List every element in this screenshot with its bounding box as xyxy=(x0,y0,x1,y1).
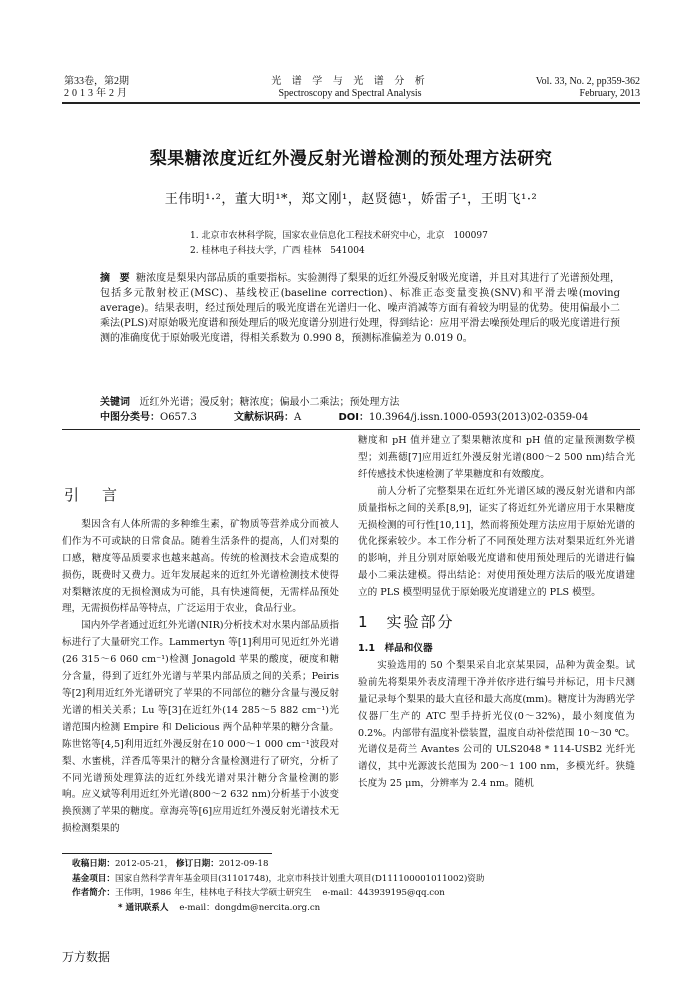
doc-code-value: A xyxy=(294,412,302,423)
doi-value: 10.3964/j.issn.1000-0593(2013)02-0359-04 xyxy=(368,412,589,423)
header-rule xyxy=(62,102,640,104)
bio-email: e-mail：443939195@qq.con xyxy=(322,888,445,898)
cls-label: 中图分类号： xyxy=(100,412,160,423)
footnote-bio xyxy=(72,886,484,901)
intro-heading: 引 言 xyxy=(64,486,122,504)
abstract-rule xyxy=(62,429,640,430)
abstract-label: 摘 要 xyxy=(100,273,133,284)
header-volume-en xyxy=(536,76,640,100)
header-journal xyxy=(190,76,510,100)
footnote-dates xyxy=(72,857,484,872)
watermark-text: 万方数据 xyxy=(62,950,111,964)
bio-text: 王伟明，1986 年生，桂林电子科技大学硕士研究生 xyxy=(114,888,312,898)
corresponding-email: e-mail：dongdm@nercita.org.cn xyxy=(179,902,321,913)
intro-paragraph-1: 梨因含有人体所需的多种维生素，矿物质等营养成分而被人们作为不可或缺的日常食品。随着生活条件的提高，人们对梨的口感，糖度等品质要求也越来越高。传统的检测技术会造成梨的损伤，既费时又费力。近年发展起来的近红外光谱检测技术使得对梨糖浓度的无损检测成为可能，具有快速简便，无需样品预处理，无需损伤样品等特点，广泛运用于农业，食品行业。 xyxy=(62,518,339,615)
keywords-text: 近红外光谱；漫反射；糖浓度；偏最小二乘法；预处理方法 xyxy=(139,397,400,408)
keywords-label: 关键词 xyxy=(100,397,130,408)
doc-code-label: 文献标识码： xyxy=(234,412,295,423)
accepted-label: 修订日期： xyxy=(175,859,219,869)
header-date-cn: 2013年2月 xyxy=(64,88,130,99)
received-label: 收稿日期： xyxy=(72,859,115,869)
journal-name-en: Spectroscopy and Spectral Analysis xyxy=(278,88,422,99)
footnote-rule xyxy=(62,853,272,854)
cls-value: O657.3 xyxy=(160,412,197,423)
classification-line xyxy=(100,410,640,425)
bio-label: 作者简介： xyxy=(72,888,115,898)
affiliation-2: 2. 桂林电子科技大学，广西 桂林 541004 xyxy=(190,246,365,256)
footnote xyxy=(72,857,484,915)
header-vol-en: Vol. 33, No. 2, pp359-362 xyxy=(535,76,640,87)
footnote-corresponding xyxy=(72,901,484,916)
doi-label: DOI： xyxy=(338,412,369,423)
fund-text: 国家自然科学青年基金项目(31101748)，北京市科技计划重大项目(D111100001011002)资助 xyxy=(114,873,485,884)
fund-label: 基金项目： xyxy=(72,873,115,884)
abstract-text: 糖浓度是梨果内部品质的重要指标。实验测得了梨果的近红外漫反射吸光度谱，并且对其进行了光谱预处理，包括多元散射校正(MSC)、基线校正(baseline correction)、标准正态变量变换(SNV)和平滑去噪(moving average)。结果表明，经过预处理后的吸光度谱在光谱归一化、噪声消减等方面有着较为明显的优势。使用偏最小二乘法(PLS)对原始吸光度谱和预处理后的吸光度谱分别进行处理，得到结论：应用平滑去噪预处理后的吸光度谱进行预测的准确度优于原始吸光度谱，得相关系数为 0.990 8，预测标准偏差为 0.019 0。 xyxy=(100,273,621,344)
left-column xyxy=(62,487,339,838)
abstract xyxy=(100,271,620,346)
footnote-fund xyxy=(72,872,484,887)
header-vol-cn: 第33卷，第2期 xyxy=(64,76,129,87)
header-date-en: February, 2013 xyxy=(579,88,640,99)
received-date: 2012-05-21， xyxy=(114,859,174,869)
author-list: 王伟明¹·²，董大明¹*，郑文刚¹，赵贤德¹，娇雷子¹，王明飞¹·² xyxy=(164,192,538,207)
accepted-date: 2012-09-18 xyxy=(218,859,269,869)
affiliations xyxy=(190,229,488,259)
affiliation-1: 1. 北京市农林科学院，国家农业信息化工程技术研究中心，北京 100097 xyxy=(190,231,488,241)
right-column xyxy=(358,433,635,793)
right-paragraph-3: 实验选用的 50 个梨果采自北京某果园，品种为黄金梨。试验前先将梨果外表皮清理干净并依序进行编号并标记，用卡尺测量记录每个梨果的最大直径和最大高度(mm)。糖度计为海鸥光学仪器厂生产的 ATC 型手持折光仪(0～32%)，最小刻度值为 0.2%。内部带有温度补偿装置，温度自动补偿范围 10～30 ℃。光谱仪是荷兰 Avantes 公司的 ULS2048 * 114-USB2 光纤光谱仪，其中光源波长范围为 200～1 100 nm，多模光纤。狭缝长度为 25 μm，分辨率为 2.4 nm。随机 xyxy=(358,659,635,790)
right-paragraph-1: 糖度和 pH 值并建立了梨果糖浓度和 pH 值的定量预测数学模型；刘燕德[7]应用近红外漫反射光谱(800～2 500 nm)结合光纤传感技术快速检测了苹果糖度和有效酸度。 xyxy=(358,435,635,480)
header-volume-cn xyxy=(64,76,130,100)
section-1-heading: 1 实验部分 xyxy=(358,613,455,632)
right-paragraph-2: 前人分析了完整梨果在近红外光谱区域的漫反射光谱和内部质量指标之间的关系[8,9]，证实了将近红外光谱应用于水果糖度无损检测的可行性[10,11]，然而将预处理方法应用于原始光谱的优化探索较少。本工作分析了不同预处理方法对梨果近红外光谱的影响，并且分别对原始吸光度谱和使用预处理后的光谱进行偏最小二乘法建模。得出结论：对使用预处理方法后的吸光度谱建立的 PLS 模型明显优于原始吸光度谱建立的 PLS 模型。 xyxy=(358,485,635,599)
subsection-1-1-heading: 1.1 样品和仪器 xyxy=(358,642,433,654)
keywords xyxy=(100,395,400,410)
corresponding-label: * 通讯联系人 xyxy=(118,902,169,913)
paper-title: 梨果糖浓度近红外漫反射光谱检测的预处理方法研究 xyxy=(149,149,553,169)
intro-paragraph-2: 国内外学者通过近红外光谱(NIR)分析技术对水果内部品质指标进行了大量研究工作。Lammertyn 等[1]利用可见近红外光谱(26 315～6 060 cm⁻¹)检测 Jonagold 苹果的酸度，硬度和糖分含量，得到了近红外光谱与苹果内部品质之间的关系；Peiris 等[2]利用近红外光谱研究了苹果的不同部位的糖分含量与漫反射光谱的相关关系；Lu 等[3]在近红外(14 285～5 882 cm⁻¹)光谱范围内检测 Empire 和 Delicious 两个品种苹果的糖分含量。陈世铭等[4,5]利用近红外漫反射在10 000～1 000 cm⁻¹波段对梨、水蜜桃，洋香瓜等果汁的糖分含量检测进行了研究，分析了不同光谱预处理算法的近红外线光谱对果汁糖分含量检测的影响。应义斌等利用近红外光谱(800～2 632 nm)分析基于小波变换预测了苹果的糖度。章海亮等[6]应用近红外漫反射光谱技术无损检测梨果的 xyxy=(62,620,339,835)
journal-name-cn: 光 谱 学 与 光 谱 分 析 xyxy=(271,76,429,87)
